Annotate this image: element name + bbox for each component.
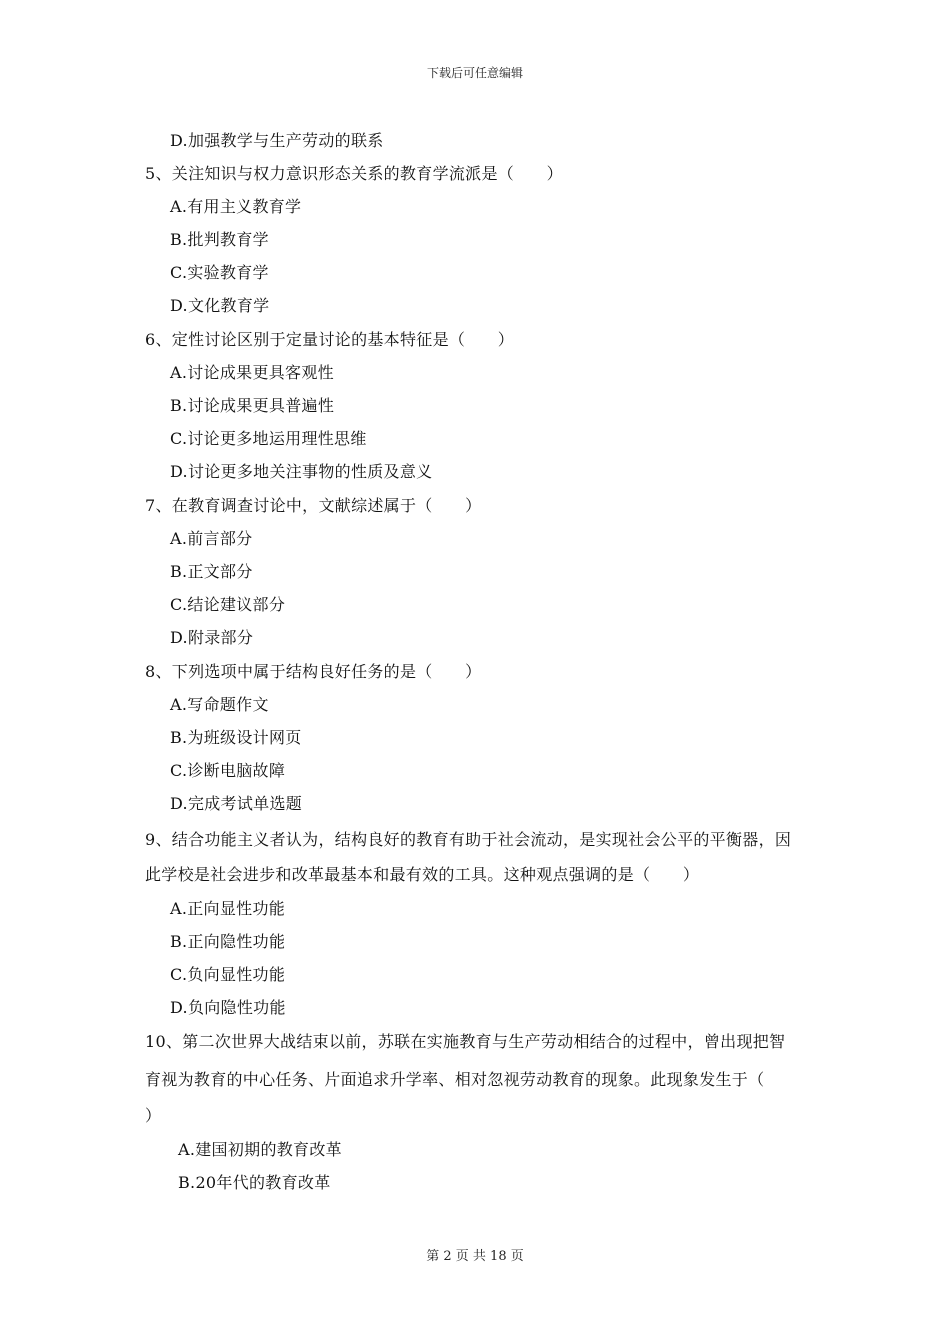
option-9a: A.正向显性功能 <box>170 899 286 918</box>
option-6a: A.讨论成果更具客观性 <box>170 363 334 382</box>
option-9b: B.正向隐性功能 <box>170 932 286 951</box>
question-10-line-2: 育视为教育的中心任务、片面追求升学率、相对忽视劳动教育的现象。此现象发生于（ <box>145 1070 765 1089</box>
option-5b: B.批判教育学 <box>170 230 269 249</box>
option-5c: C.实验教育学 <box>170 263 269 282</box>
option-8b: B.为班级设计网页 <box>170 728 302 747</box>
option-7c: C.结论建议部分 <box>170 595 286 614</box>
option-4d: D.加强教学与生产劳动的联系 <box>170 131 384 150</box>
option-9c: C.负向显性功能 <box>170 965 286 984</box>
question-7: 7、在教育调查讨论中，文献综述属于（ ） <box>145 496 482 515</box>
question-9-line-2: 此学校是社会进步和改革最基本和最有效的工具。这种观点强调的是（ ） <box>145 865 700 884</box>
page-header: 下载后可任意编辑 <box>426 66 523 80</box>
option-8a: A.写命题作文 <box>170 695 269 714</box>
question-9-line-1: 9、结合功能主义者认为，结构良好的教育有助于社会流动，是实现社会公平的平衡器，因 <box>145 830 792 849</box>
option-7b: B.正文部分 <box>170 562 253 581</box>
option-9d: D.负向隐性功能 <box>170 998 286 1017</box>
option-6d: D.讨论更多地关注事物的性质及意义 <box>170 462 433 481</box>
option-10b: B.20年代的教育改革 <box>178 1173 331 1192</box>
option-6b: B.讨论成果更具普遍性 <box>170 396 335 415</box>
option-6c: C.讨论更多地运用理性思维 <box>170 429 367 448</box>
question-10-line-3: ） <box>145 1106 162 1125</box>
option-5a: A.有用主义教育学 <box>170 197 302 216</box>
question-8: 8、下列选项中属于结构良好任务的是（ ） <box>145 662 482 681</box>
option-5d: D.文化教育学 <box>170 296 270 315</box>
option-8d: D.完成考试单选题 <box>170 794 303 813</box>
question-6: 6、定性讨论区别于定量讨论的基本特征是（ ） <box>145 330 515 349</box>
question-5: 5、关注知识与权力意识形态关系的教育学流派是（ ） <box>145 164 563 183</box>
option-7a: A.前言部分 <box>170 529 253 548</box>
page-footer: 第 2 页 共 18 页 <box>426 1249 524 1264</box>
option-8c: C.诊断电脑故障 <box>170 761 286 780</box>
question-10-line-1: 10、第二次世界大战结束以前，苏联在实施教育与生产劳动相结合的过程中，曾出现把智 <box>145 1032 786 1051</box>
option-10a: A.建国初期的教育改革 <box>178 1140 342 1159</box>
option-7d: D.附录部分 <box>170 628 254 647</box>
